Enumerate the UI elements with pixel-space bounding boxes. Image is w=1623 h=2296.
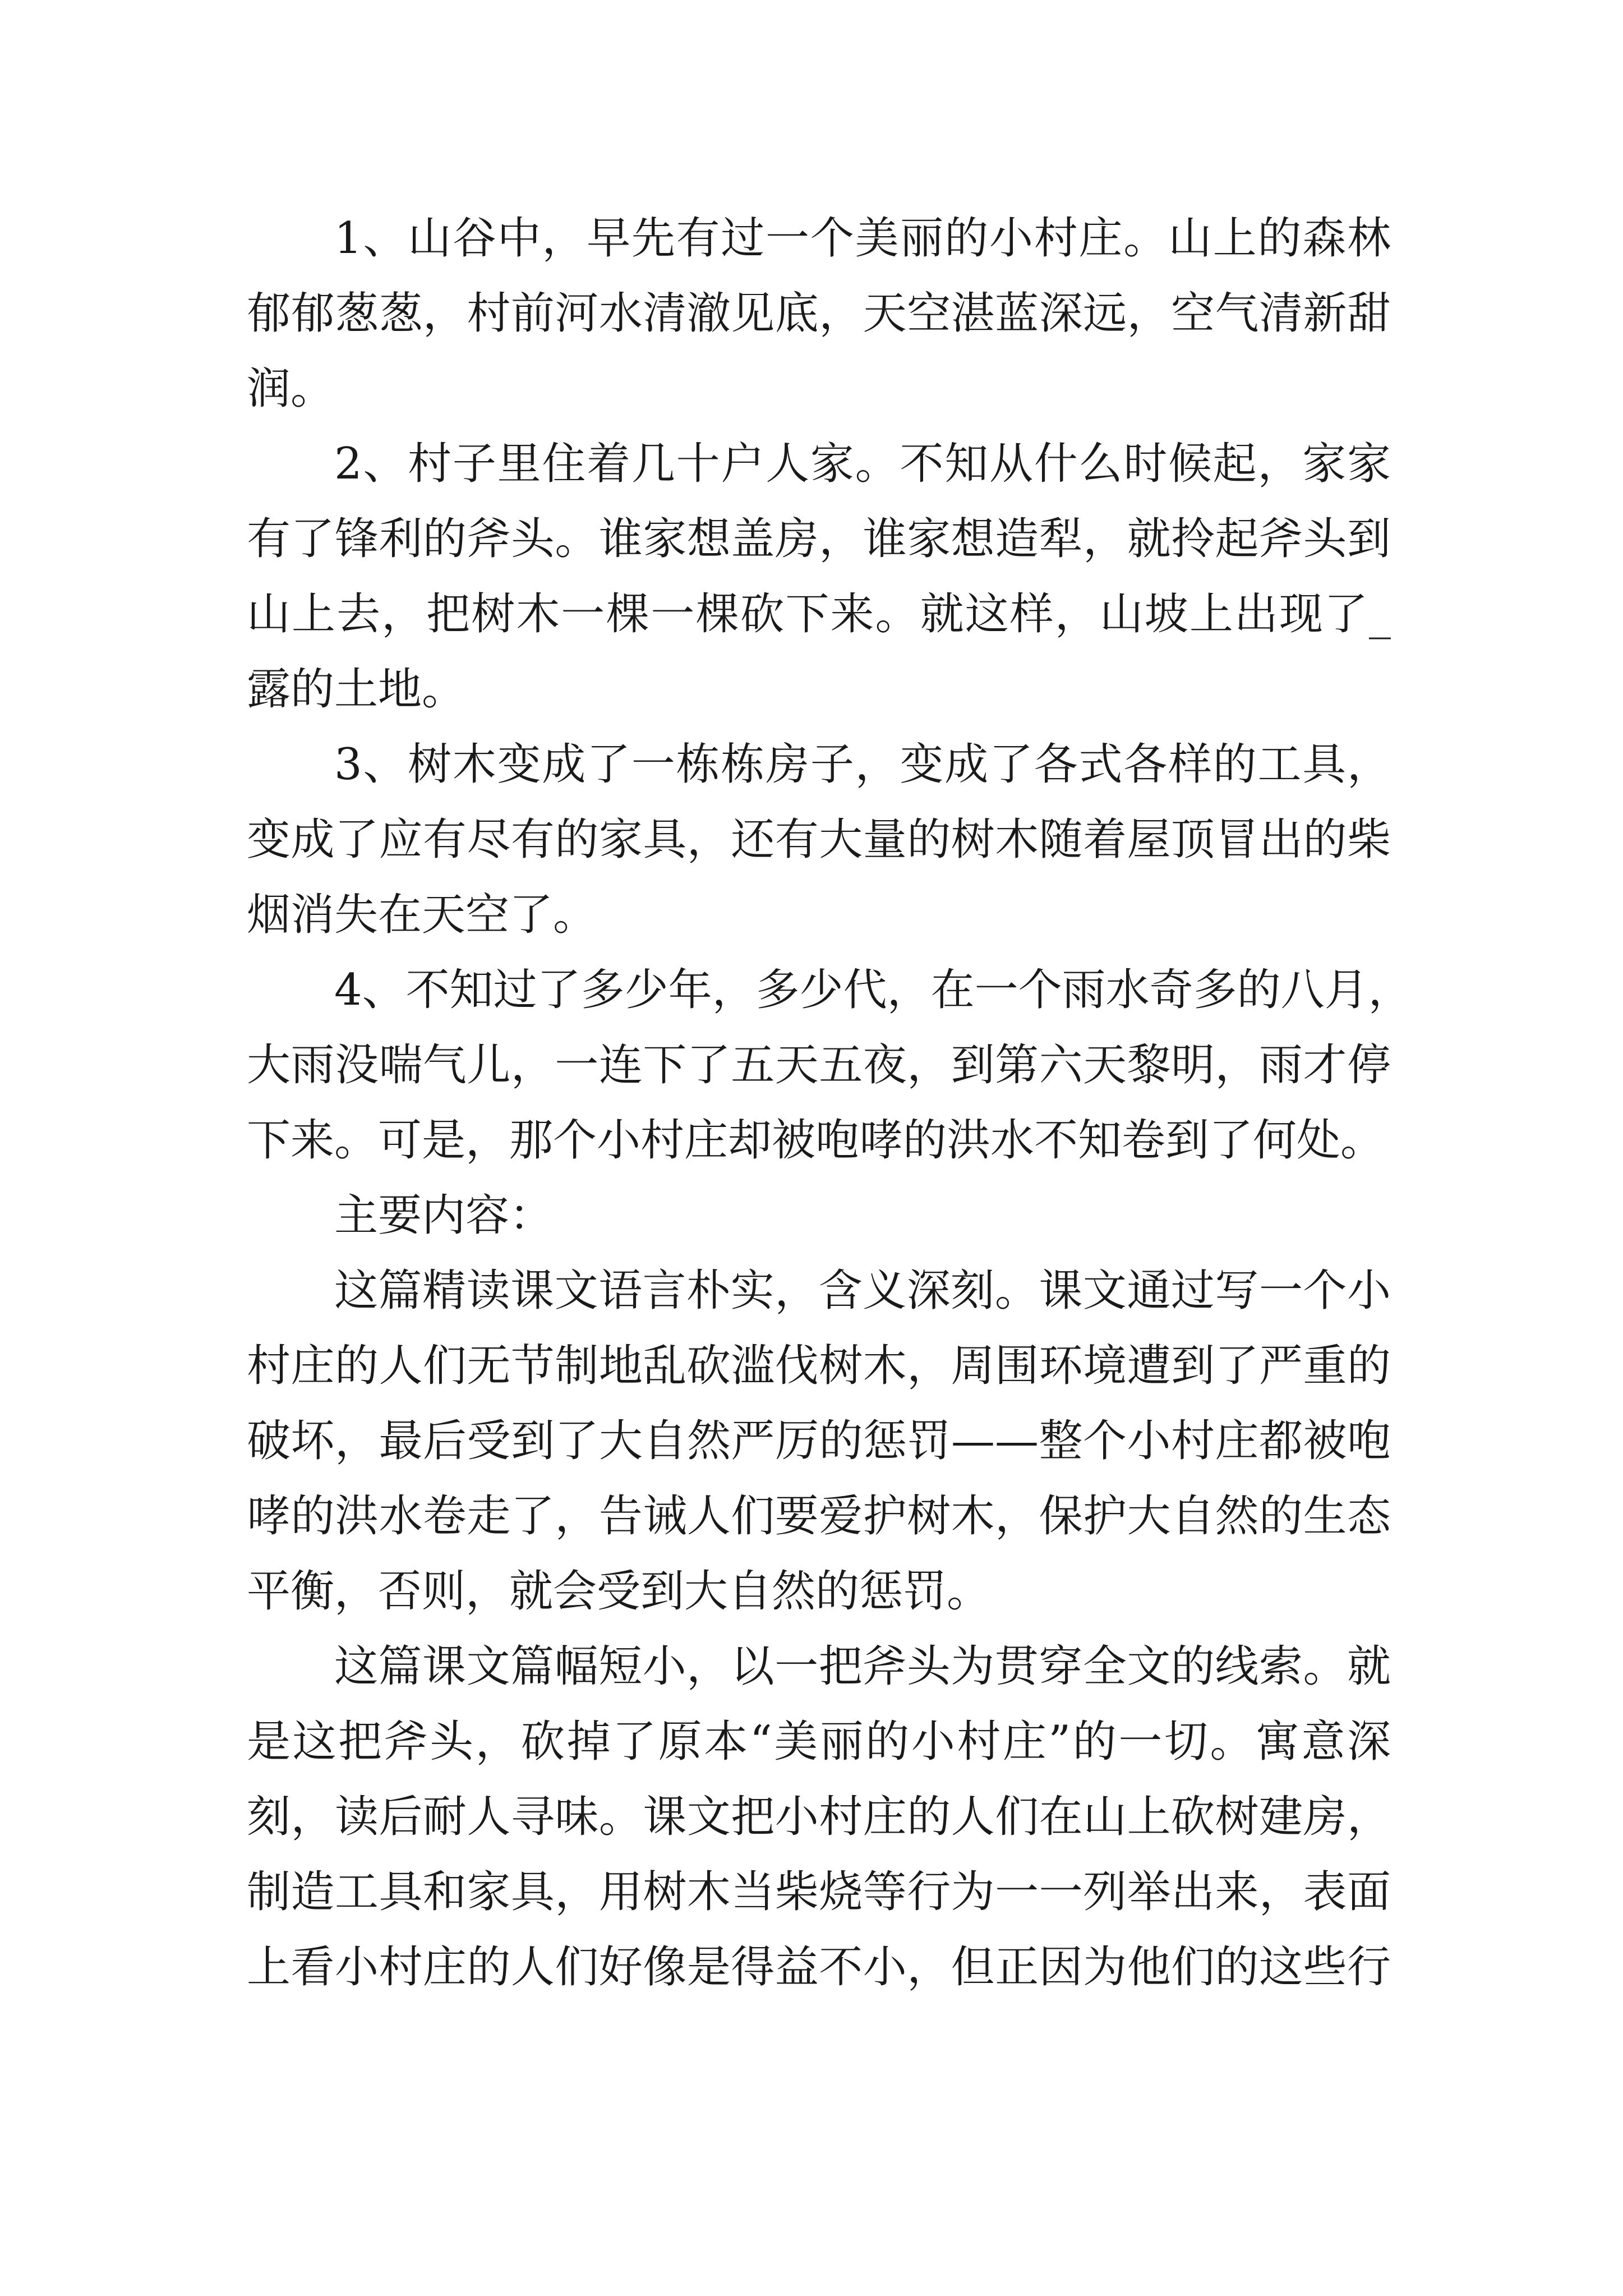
paragraph-3 — [247, 727, 1391, 953]
paragraph-4 — [247, 953, 1412, 1178]
text-line: 村庄的人们无节制地乱砍滥伐树木，周围环境遭到了严重的 — [247, 1341, 1391, 1391]
text-line: 哮的洪水卷走了，告诫人们要爱护树木，保护大自然的生态 — [247, 1491, 1391, 1542]
text-line: 破坏，最后受到了大自然严厉的惩罚——整个小村庄都被咆 — [247, 1416, 1391, 1466]
text-line: 上看小村庄的人们好像是得益不小，但正因为他们的这些行 — [247, 1942, 1391, 1993]
text-line: 这篇课文篇幅短小，以一把斧头为贯穿全文的线索。就 — [334, 1641, 1391, 1692]
section-heading: 主要内容： — [334, 1190, 554, 1241]
text-line: 平衡，否则，就会受到大自然的惩罚。 — [247, 1566, 991, 1617]
text-line: 4、不知过了多少年，多少代，在一个雨水奇多的八月， — [334, 965, 1412, 1015]
text-line: 有了锋利的斧头。谁家想盖房，谁家想造犁，就拎起斧头到 — [247, 514, 1391, 564]
text-line: 这篇精读课文语言朴实，含义深刻。课文通过写一个小 — [334, 1266, 1391, 1316]
paragraph-1 — [247, 201, 1391, 426]
text-line: 郁郁葱葱，村前河水清澈见底，天空湛蓝深远，空气清新甜 — [247, 288, 1391, 339]
paragraph-analysis — [247, 1629, 1391, 2005]
text-line: 1、山谷中，早先有过一个美丽的小村庄。山上的森林 — [334, 213, 1391, 264]
text-line: 大雨没喘气儿，一连下了五天五夜，到第六天黎明，雨才停 — [247, 1040, 1391, 1091]
text-line: 制造工具和家具，用树木当柴烧等行为一一列举出来，表面 — [247, 1867, 1391, 1917]
text-line: 刻，读后耐人寻味。课文把小村庄的人们在山上砍树建房， — [247, 1792, 1391, 1842]
text-line: 3、树木变成了一栋栋房子，变成了各式各样的工具， — [334, 739, 1391, 790]
text-line: 变成了应有尽有的家具，还有大量的树木随着屋顶冒出的柴 — [247, 815, 1391, 865]
text-line: 山上去，把树木一棵一棵砍下来。就这样，山坡上出现了_ — [247, 589, 1391, 639]
text-line: 露的土地。 — [247, 664, 466, 715]
text-line: 是这把斧头，砍掉了原本“美丽的小村庄”的一切。寓意深 — [247, 1717, 1391, 1767]
document-body — [247, 201, 1412, 2005]
paragraph-summary — [247, 1253, 1391, 1629]
paragraph-2 — [247, 426, 1391, 727]
text-line: 2、村子里住着几十户人家。不知从什么时候起，家家 — [334, 439, 1391, 489]
text-line: 润。 — [247, 364, 335, 414]
text-line: 下来。可是，那个小村庄却被咆哮的洪水不知卷到了何处。 — [247, 1115, 1385, 1166]
text-line: 烟消失在天空了。 — [247, 890, 597, 940]
section-heading-main-content — [247, 1178, 1391, 1253]
